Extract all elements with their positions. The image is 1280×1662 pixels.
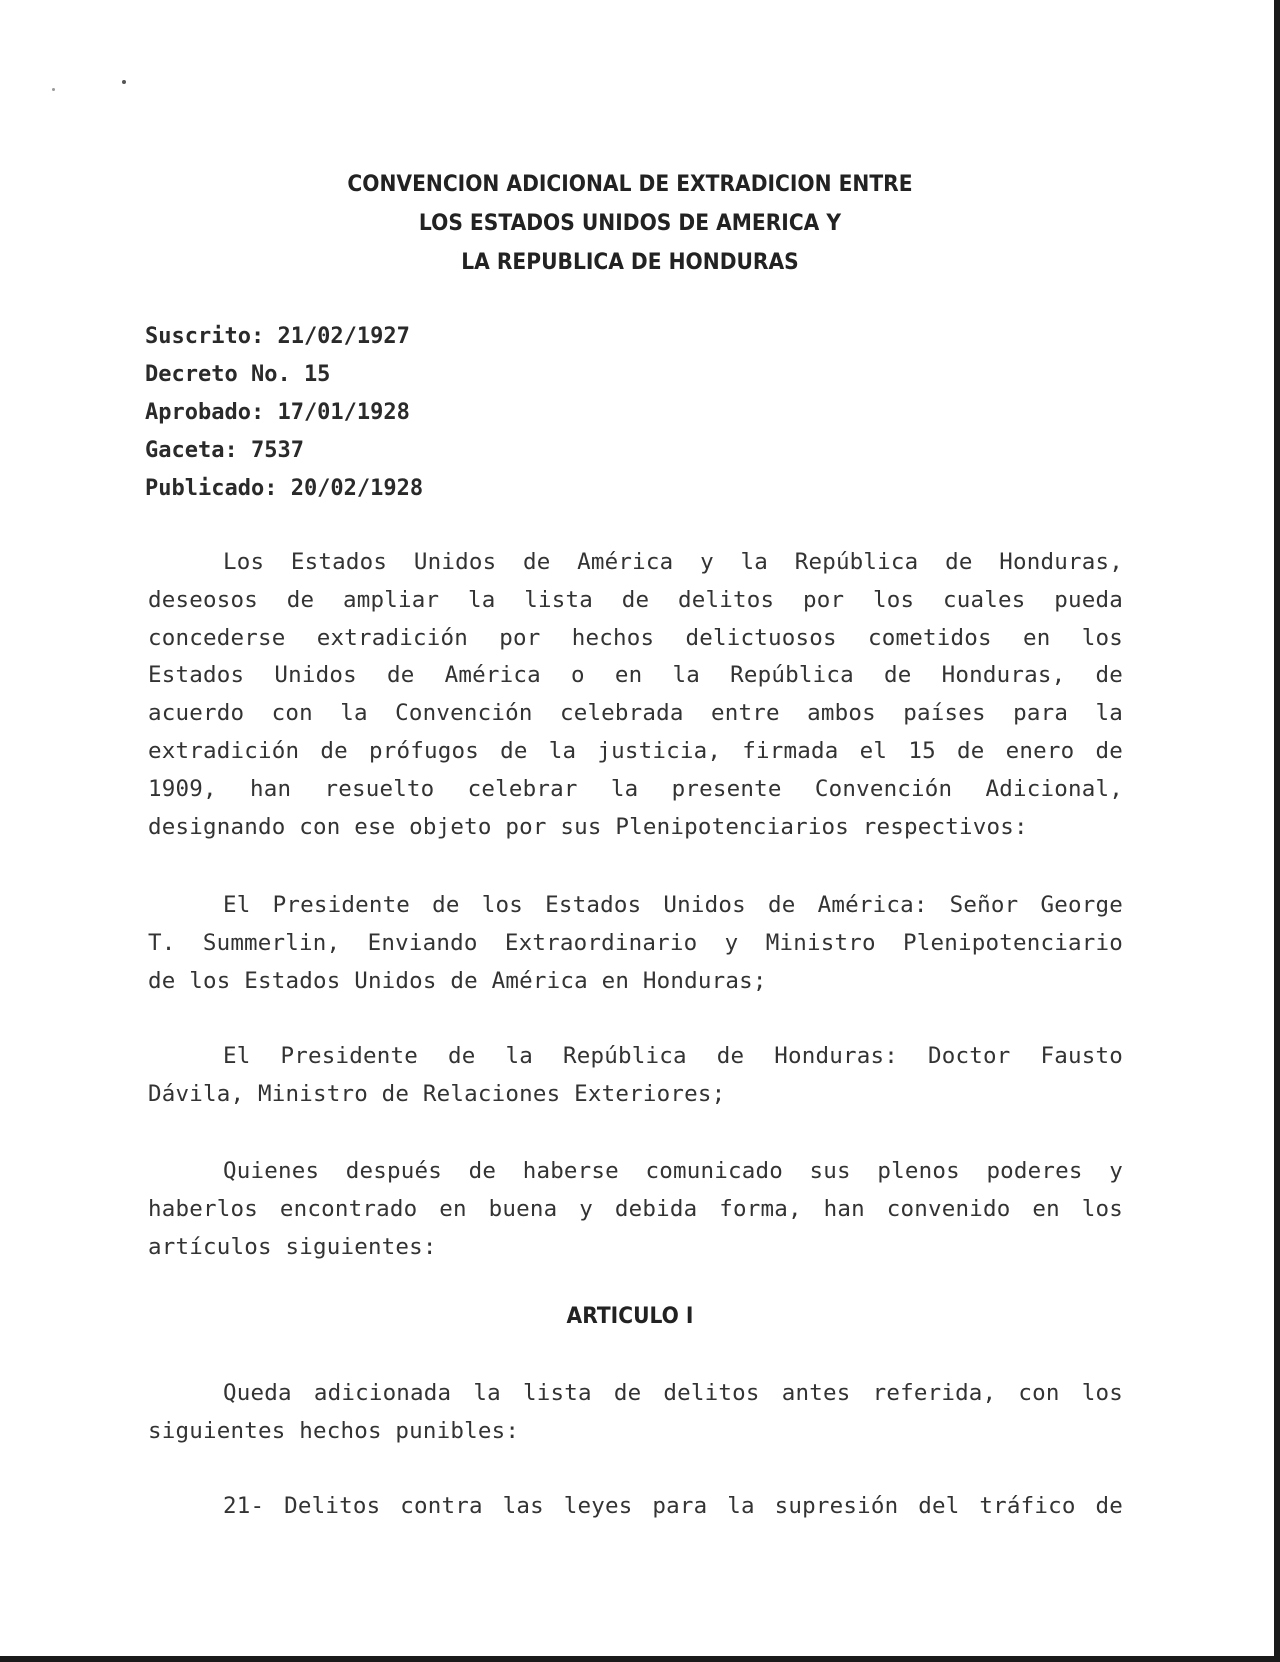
agreement-paragraph xyxy=(148,1153,1123,1266)
document-title xyxy=(271,165,989,282)
text-line: Dávila, Ministro de Relaciones Exteriores; xyxy=(148,1080,726,1107)
meta-suscrito: Suscrito: 21/02/1927 xyxy=(145,324,410,349)
text-line: T. Summerlin, Enviando Extraordinario y Ministro Plenipotenciario xyxy=(148,929,1123,956)
text-line: acuerdo con la Convención celebrada entre ambos países para la xyxy=(148,700,1123,727)
text-line: Quienes después de haberse comunicado sus plenos poderes y xyxy=(223,1158,1123,1184)
text-line: deseosos de ampliar la lista de delitos por los cuales pueda xyxy=(148,586,1123,613)
meta-publicado: Publicado: 20/02/1928 xyxy=(145,476,424,501)
article-paragraph xyxy=(148,1375,1123,1451)
text-line: designando con ese objeto por sus Plenipotenciarios respectivos: xyxy=(148,813,1028,840)
meta-gaceta: Gaceta: 7537 xyxy=(145,438,304,463)
text-line: El Presidente de los Estados Unidos de América: Señor George xyxy=(223,892,1123,918)
text-line: concederse extradición por hechos delictuosos cometidos en los xyxy=(148,624,1123,651)
text-line: extradición de prófugos de la justicia, firmada el 15 de enero de xyxy=(148,737,1123,764)
title-line: CONVENCION ADICIONAL DE EXTRADICION ENTRE xyxy=(347,172,913,197)
scan-edge-right xyxy=(1274,0,1280,1662)
meta-aprobado: Aprobado: 17/01/1928 xyxy=(145,400,410,425)
title-line: LA REPUBLICA DE HONDURAS xyxy=(461,250,799,275)
text-line: artículos siguientes: xyxy=(148,1233,437,1260)
text-line: Estados Unidos de América o en la República de Honduras, de xyxy=(148,662,1123,689)
document-metadata xyxy=(145,318,423,508)
text-line: haberlos encontrado en buena y debida forma, han convenido en los xyxy=(148,1195,1123,1222)
title-line: LOS ESTADOS UNIDOS DE AMERICA Y xyxy=(418,211,842,236)
text-line: 21- Delitos contra las leyes para la supresión del tráfico de xyxy=(223,1493,1123,1519)
offense-item xyxy=(148,1488,1123,1526)
scan-speck xyxy=(52,88,55,91)
text-line: Los Estados Unidos de América y la República de Honduras, xyxy=(223,549,1123,575)
scan-speck xyxy=(122,80,126,84)
scan-edge-bottom xyxy=(0,1656,1280,1662)
text-line: El Presidente de la República de Honduras: Doctor Fausto xyxy=(223,1043,1123,1069)
text-line: 1909, han resuelto celebrar la presente Convención Adicional, xyxy=(148,775,1123,802)
article-heading: ARTICULO I xyxy=(566,1304,694,1329)
text-line: Queda adicionada la lista de delitos antes referida, con los xyxy=(223,1380,1123,1406)
text-line: de los Estados Unidos de América en Honduras; xyxy=(148,967,767,994)
honduras-plenipotentiary-paragraph xyxy=(148,1038,1123,1114)
text-line: siguientes hechos punibles: xyxy=(148,1417,520,1444)
us-plenipotentiary-paragraph xyxy=(148,887,1123,1000)
preamble-paragraph xyxy=(148,544,1123,846)
meta-decreto: Decreto No. 15 xyxy=(145,362,331,387)
